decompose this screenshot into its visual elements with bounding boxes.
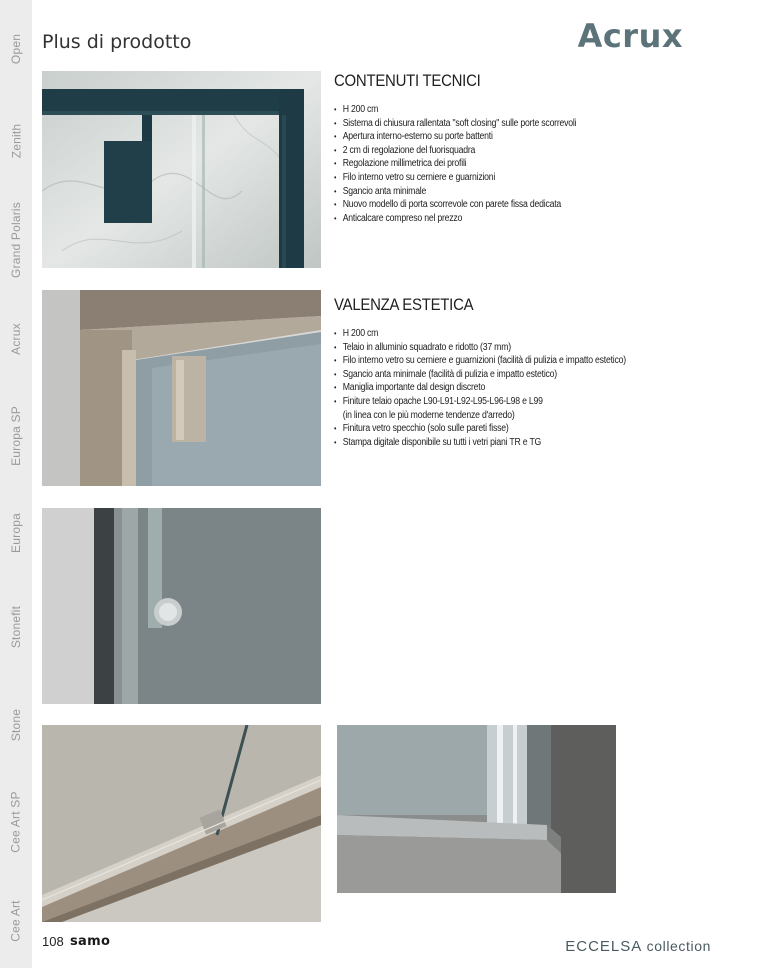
collection-word: collection	[646, 938, 711, 954]
list-item: • 2 cm di regolazione del fuorisquadra	[334, 144, 576, 158]
sidebar-tab-label: Cee Art	[9, 900, 24, 942]
sidebar-tab-open[interactable]	[0, 18, 32, 80]
section-title: CONTENUTI TECNICI	[334, 71, 481, 90]
list-item: • H 200 cm	[334, 327, 626, 341]
sidebar-tab-stone[interactable]	[0, 694, 32, 756]
sidebar-tab-europa[interactable]	[0, 502, 32, 564]
list-item: • Filo interno vetro su cerniere e guarnizioni (facilità di pulizia e impatto estetico)	[334, 354, 626, 368]
sidebar-tab-stonefit[interactable]	[0, 596, 32, 658]
sidebar-tab-cee-art[interactable]	[0, 888, 32, 954]
sidebar-tab-label: Cee Art SP	[9, 791, 23, 853]
sidebar-tab-label: Europa	[9, 513, 23, 553]
sidebar-tab-label: Open	[9, 33, 23, 65]
sidebar-tab-acrux[interactable]	[0, 306, 32, 372]
sidebar-tab-cee-art-sp[interactable]	[0, 786, 32, 858]
list-item: • Nuovo modello di porta scorrevole con parete fissa dedicata	[334, 198, 576, 212]
sidebar-tab-label: Acrux	[9, 323, 23, 355]
product-photo-bottom-rail	[42, 725, 321, 922]
product-photo-corner-tray	[337, 725, 616, 893]
list-item: • Apertura interno-esterno su porte battenti	[334, 130, 576, 144]
product-photo-glass-hinge	[42, 508, 321, 704]
sidebar-tab-label: Europa SP	[9, 406, 23, 466]
list-item: • Sgancio anta minimale	[334, 185, 576, 199]
list-item: • Filo interno vetro su cerniere e guarnizioni	[334, 171, 576, 185]
sidebar-tab-europa-sp[interactable]	[0, 400, 32, 472]
list-item: • H 200 cm	[334, 103, 576, 117]
list-item: • Regolazione millimetrica dei profili	[334, 157, 576, 171]
list-item: • Sgancio anta minimale (facilità di pulizia e impatto estetico)	[334, 368, 626, 382]
sidebar-tab-grand-polaris[interactable]	[0, 204, 32, 276]
sidebar-tab-label: Stone	[9, 708, 24, 742]
list-item: • Finiture telaio opache L90-L91-L92-L95-L96-L98 e L99	[334, 395, 626, 409]
collection-name: ECCELSA	[565, 938, 642, 955]
sidebar-tab-label: Grand Polaris	[9, 202, 23, 278]
sidebar-tab-label: Stonefit	[9, 605, 24, 649]
product-photo-taupe-frame	[42, 290, 321, 486]
sidebar-tab-zenith[interactable]	[0, 110, 32, 172]
sidebar-tab-label: Zenith	[9, 123, 23, 159]
list-item: • Anticalcare compreso nel prezzo	[334, 212, 576, 226]
feature-list	[334, 103, 613, 225]
product-photo-frame-corner	[42, 71, 321, 268]
page-number: 108	[42, 934, 64, 949]
samo-logo: samo	[70, 934, 111, 949]
section-contenuti-tecnici	[334, 71, 613, 225]
collection-label	[565, 938, 711, 955]
sidebar-nav	[0, 0, 32, 968]
brand-logo: Acrux	[577, 17, 683, 55]
list-item: • Maniglia importante dal design discreto	[334, 381, 626, 395]
feature-list	[334, 327, 670, 449]
list-item: • Sistema di chiusura rallentata "soft closing" sulle porte scorrevoli	[334, 117, 576, 131]
list-item: • Finitura vetro specchio (solo sulle pareti fisse)	[334, 422, 626, 436]
list-item: • Telaio in alluminio squadrato e ridotto (37 mm)	[334, 341, 626, 355]
section-valenza-estetica	[334, 295, 670, 449]
section-title: VALENZA ESTETICA	[334, 295, 474, 314]
page-title: Plus di prodotto	[42, 31, 192, 53]
list-item-continuation: (in linea con le più moderne tendenze d'arredo)	[342, 409, 515, 421]
list-item: • Stampa digitale disponibile su tutti i vetri piani TR e TG	[334, 436, 626, 450]
